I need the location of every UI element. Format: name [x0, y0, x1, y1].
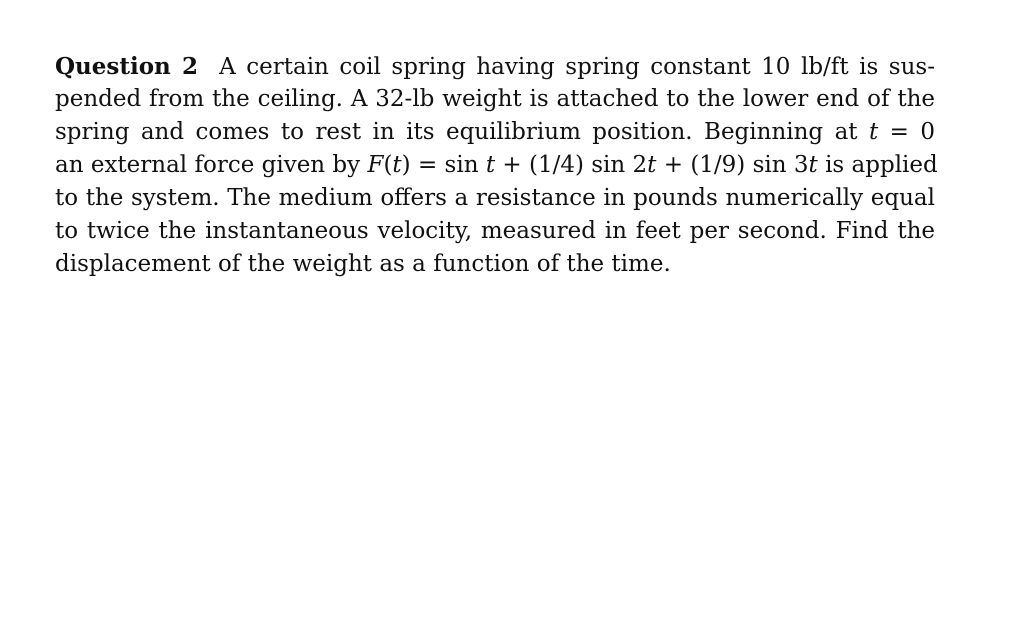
question-line-3: [55, 116, 935, 149]
question-text-segment: A certain coil spring having spring constant 10 lb/ft is sus-: [219, 54, 935, 80]
math-variable-F: F: [367, 152, 384, 178]
question-text-segment: to twice the instantaneous velocity, measured in feet per second. Find the: [55, 218, 935, 244]
math-variable-t: t: [808, 152, 818, 178]
question-line-7: [55, 248, 935, 281]
question-line-2: [55, 83, 935, 116]
question-line-1: [55, 50, 935, 83]
question-text-segment: pended from the ceiling. A 32-lb weight is attached to the lower end of the: [55, 86, 935, 112]
question-block: [55, 50, 938, 281]
math-variable-t: t: [647, 152, 657, 178]
question-text-segment: (: [383, 152, 393, 178]
math-variable-t: t: [392, 152, 402, 178]
question-text-segment: + (1/9) sin 3: [656, 152, 809, 178]
question-text-segment: + (1/4) sin 2: [495, 152, 648, 178]
question-text-segment: is applied: [817, 152, 938, 178]
question-line-5: [55, 182, 935, 215]
question-text-segment: spring and comes to rest in its equilibrium position. Beginning at: [55, 119, 869, 145]
math-variable-t: t: [868, 119, 879, 145]
question-label: Question 2: [55, 53, 199, 80]
question-text-segment: = 0: [878, 119, 936, 145]
question-text-segment: to the system. The medium offers a resistance in pounds numerically equal: [55, 185, 935, 211]
question-line-4: [55, 149, 938, 182]
question-text-segment: displacement of the weight as a function of the time.: [55, 251, 671, 277]
question-text-segment: an external force given by: [55, 152, 368, 178]
question-line-6: [55, 215, 935, 248]
math-variable-t: t: [485, 152, 496, 178]
question-text-segment: ) = sin: [401, 152, 486, 178]
